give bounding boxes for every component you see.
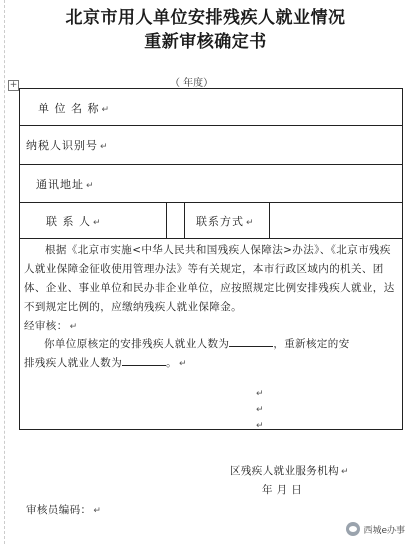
issue-date: 年 月 日 (262, 484, 303, 496)
issuing-organization: 区残疾人就业服务机构 ↵ (230, 465, 349, 477)
new-count-blank[interactable] (122, 354, 166, 366)
original-count-line: 你单位原核定的安排残疾人就业人数为 ，重新核定的安 (44, 335, 396, 354)
title-line-1: 北京市用人单位安排残疾人就业情况 (65, 8, 346, 28)
contact-divider-2 (184, 202, 185, 238)
address-label: 通讯地址 ↵ (36, 178, 95, 191)
legal-basis-paragraph: 根据《北京市实施<中华人民共和国残疾人保障法>办法》、《北京市残疾人就业保障金征收使用管理办法》等有关规定，本市行政区域内的机关、团体、企业、事业单位和民办非企业单位，应按照规定比例安排残疾人就业，达不到规定比例的，应缴纳残疾人就业保障金。 (24, 244, 395, 313)
form-table (19, 88, 403, 430)
table-move-handle-icon[interactable]: + (9, 80, 18, 90)
contact-divider-3 (269, 202, 270, 238)
row-unit-name (20, 89, 402, 126)
year-line: （ 年度） (170, 78, 214, 89)
watermark (346, 522, 405, 536)
unit-name-label: 单 位 名 称 ↵ (38, 102, 111, 115)
review-label: 经审核： ↵ (24, 320, 78, 332)
document-title (0, 6, 411, 54)
row-address (20, 164, 402, 203)
taxpayer-id-label: 纳税人识别号 ↵ (26, 139, 109, 152)
original-count-blank[interactable] (229, 335, 273, 347)
contact-label: 联 系 人 ↵ (46, 215, 102, 228)
row-taxpayer-id (20, 125, 402, 165)
row-contact (20, 202, 402, 239)
watermark-text: 西城e办事 (363, 525, 405, 536)
contact-method-label: 联系方式 ↵ (196, 215, 255, 228)
contact-divider-1 (166, 202, 167, 238)
page-margin-guide (4, 0, 5, 544)
paragraph-mark: ↵ (256, 405, 264, 415)
auditor-code-label: 审核员编码： ↵ (26, 504, 102, 516)
paragraph-mark: ↵ (256, 421, 264, 431)
new-count-line: 排残疾人就业人数为 。 ↵ (24, 354, 396, 374)
wechat-icon (346, 522, 360, 536)
title-line-2: 重新审核确定书 (144, 32, 267, 52)
paragraph-mark: ↵ (256, 389, 264, 399)
